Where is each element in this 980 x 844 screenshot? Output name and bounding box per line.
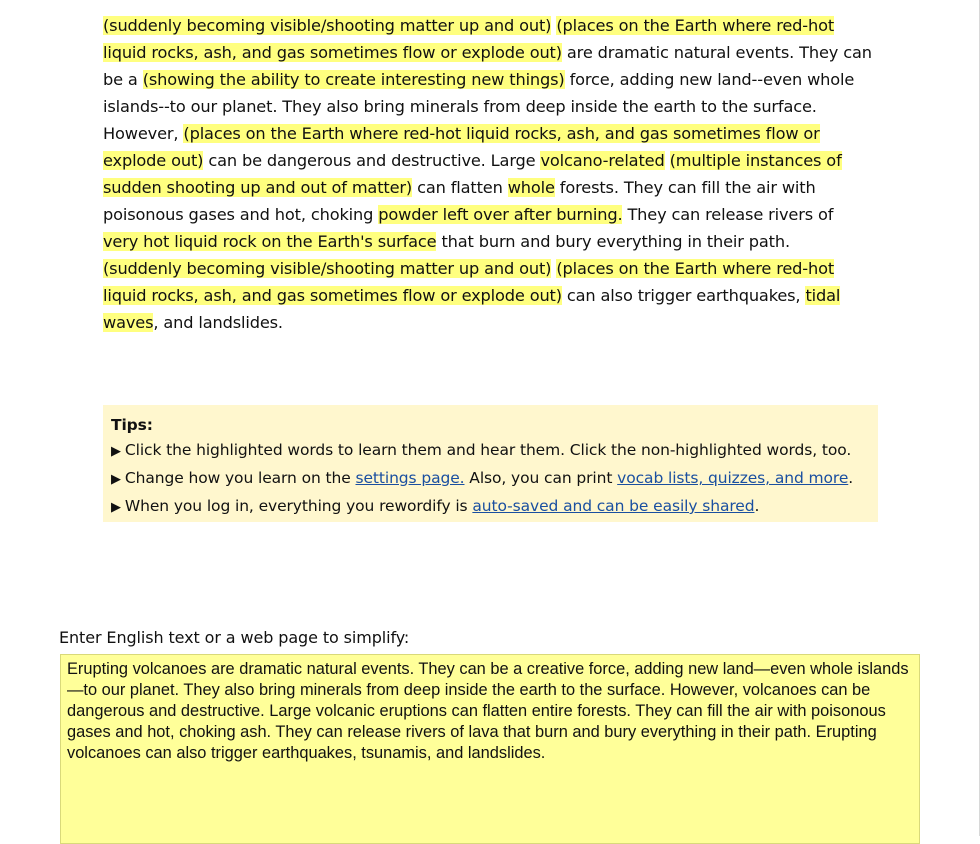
plain-text[interactable]: , and landslides. [153,313,283,332]
highlighted-phrase[interactable]: (places on the Earth where red-hot liquid rocks, ash, and gas sometimes flow or explode out) [103,16,835,62]
plain-text[interactable]: that burn and bury everything in their path. [436,232,790,251]
vocab-lists-link[interactable]: vocab lists, quizzes, and more [617,469,849,487]
triangle-bullet-icon: ▶ [111,444,121,459]
highlighted-phrase[interactable]: (suddenly becoming visible/shooting matter up and out) [103,259,552,278]
tip-text: . [754,497,760,515]
highlighted-phrase[interactable]: whole [507,178,555,197]
tip-item-click-words [111,437,878,465]
tip-item-settings [111,465,878,493]
highlighted-phrase[interactable]: (places on the Earth where red-hot liquid rocks, ash, and gas sometimes flow or explode out) [103,124,820,170]
triangle-bullet-icon: ▶ [111,472,121,487]
plain-text[interactable]: force, adding new land--even whole islands--to our planet. They also bring minerals from deep inside the earth to the surface. However, [103,70,855,143]
highlighted-phrase[interactable]: very hot liquid rock on the Earth's surface [103,232,437,251]
tip-text: . [848,469,854,487]
tip-item-autosave [111,493,878,521]
highlighted-phrase[interactable]: (places on the Earth where red-hot liquid rocks, ash, and gas sometimes flow or explode out) [103,259,835,305]
text-input-area[interactable] [60,654,920,844]
triangle-bullet-icon: ▶ [111,500,121,515]
input-label: Enter English text or a web page to simplify: [59,628,410,647]
plain-text[interactable] [665,151,670,170]
tip-text: Change how you learn on the [124,469,356,487]
tip-text: When you log in, everything you rewordify is [124,497,473,515]
tips-box [103,405,878,522]
tip-text: Also, you can print [464,469,618,487]
highlighted-phrase[interactable]: (multiple instances of sudden shooting up and out of matter) [103,151,842,197]
tips-title: Tips: [111,416,153,434]
plain-text[interactable]: forests. They can fill the air with poisonous gases and hot, choking [103,178,816,224]
plain-text[interactable]: They can release rivers of [622,205,834,224]
highlighted-phrase[interactable]: (suddenly becoming visible/shooting matter up and out) [103,16,552,35]
highlighted-phrase[interactable]: volcano-related [540,151,665,170]
auto-saved-link[interactable]: auto-saved and can be easily shared [472,497,755,515]
rewordified-passage [103,12,873,336]
settings-page-link[interactable]: settings page. [355,469,465,487]
highlighted-phrase[interactable]: (showing the ability to create interesting new things) [142,70,565,89]
highlighted-phrase[interactable]: tidal waves [103,286,841,332]
tip-text: Click the highlighted words to learn them and hear them. Click the non-highlighted words, too. [124,441,852,459]
plain-text[interactable]: can flatten [412,178,508,197]
plain-text[interactable]: can also trigger earthquakes, [561,286,806,305]
plain-text[interactable]: can be dangerous and destructive. Large [203,151,541,170]
plain-text[interactable]: are dramatic natural events. They can be a [103,43,872,89]
highlighted-phrase[interactable]: powder left over after burning. [378,205,623,224]
